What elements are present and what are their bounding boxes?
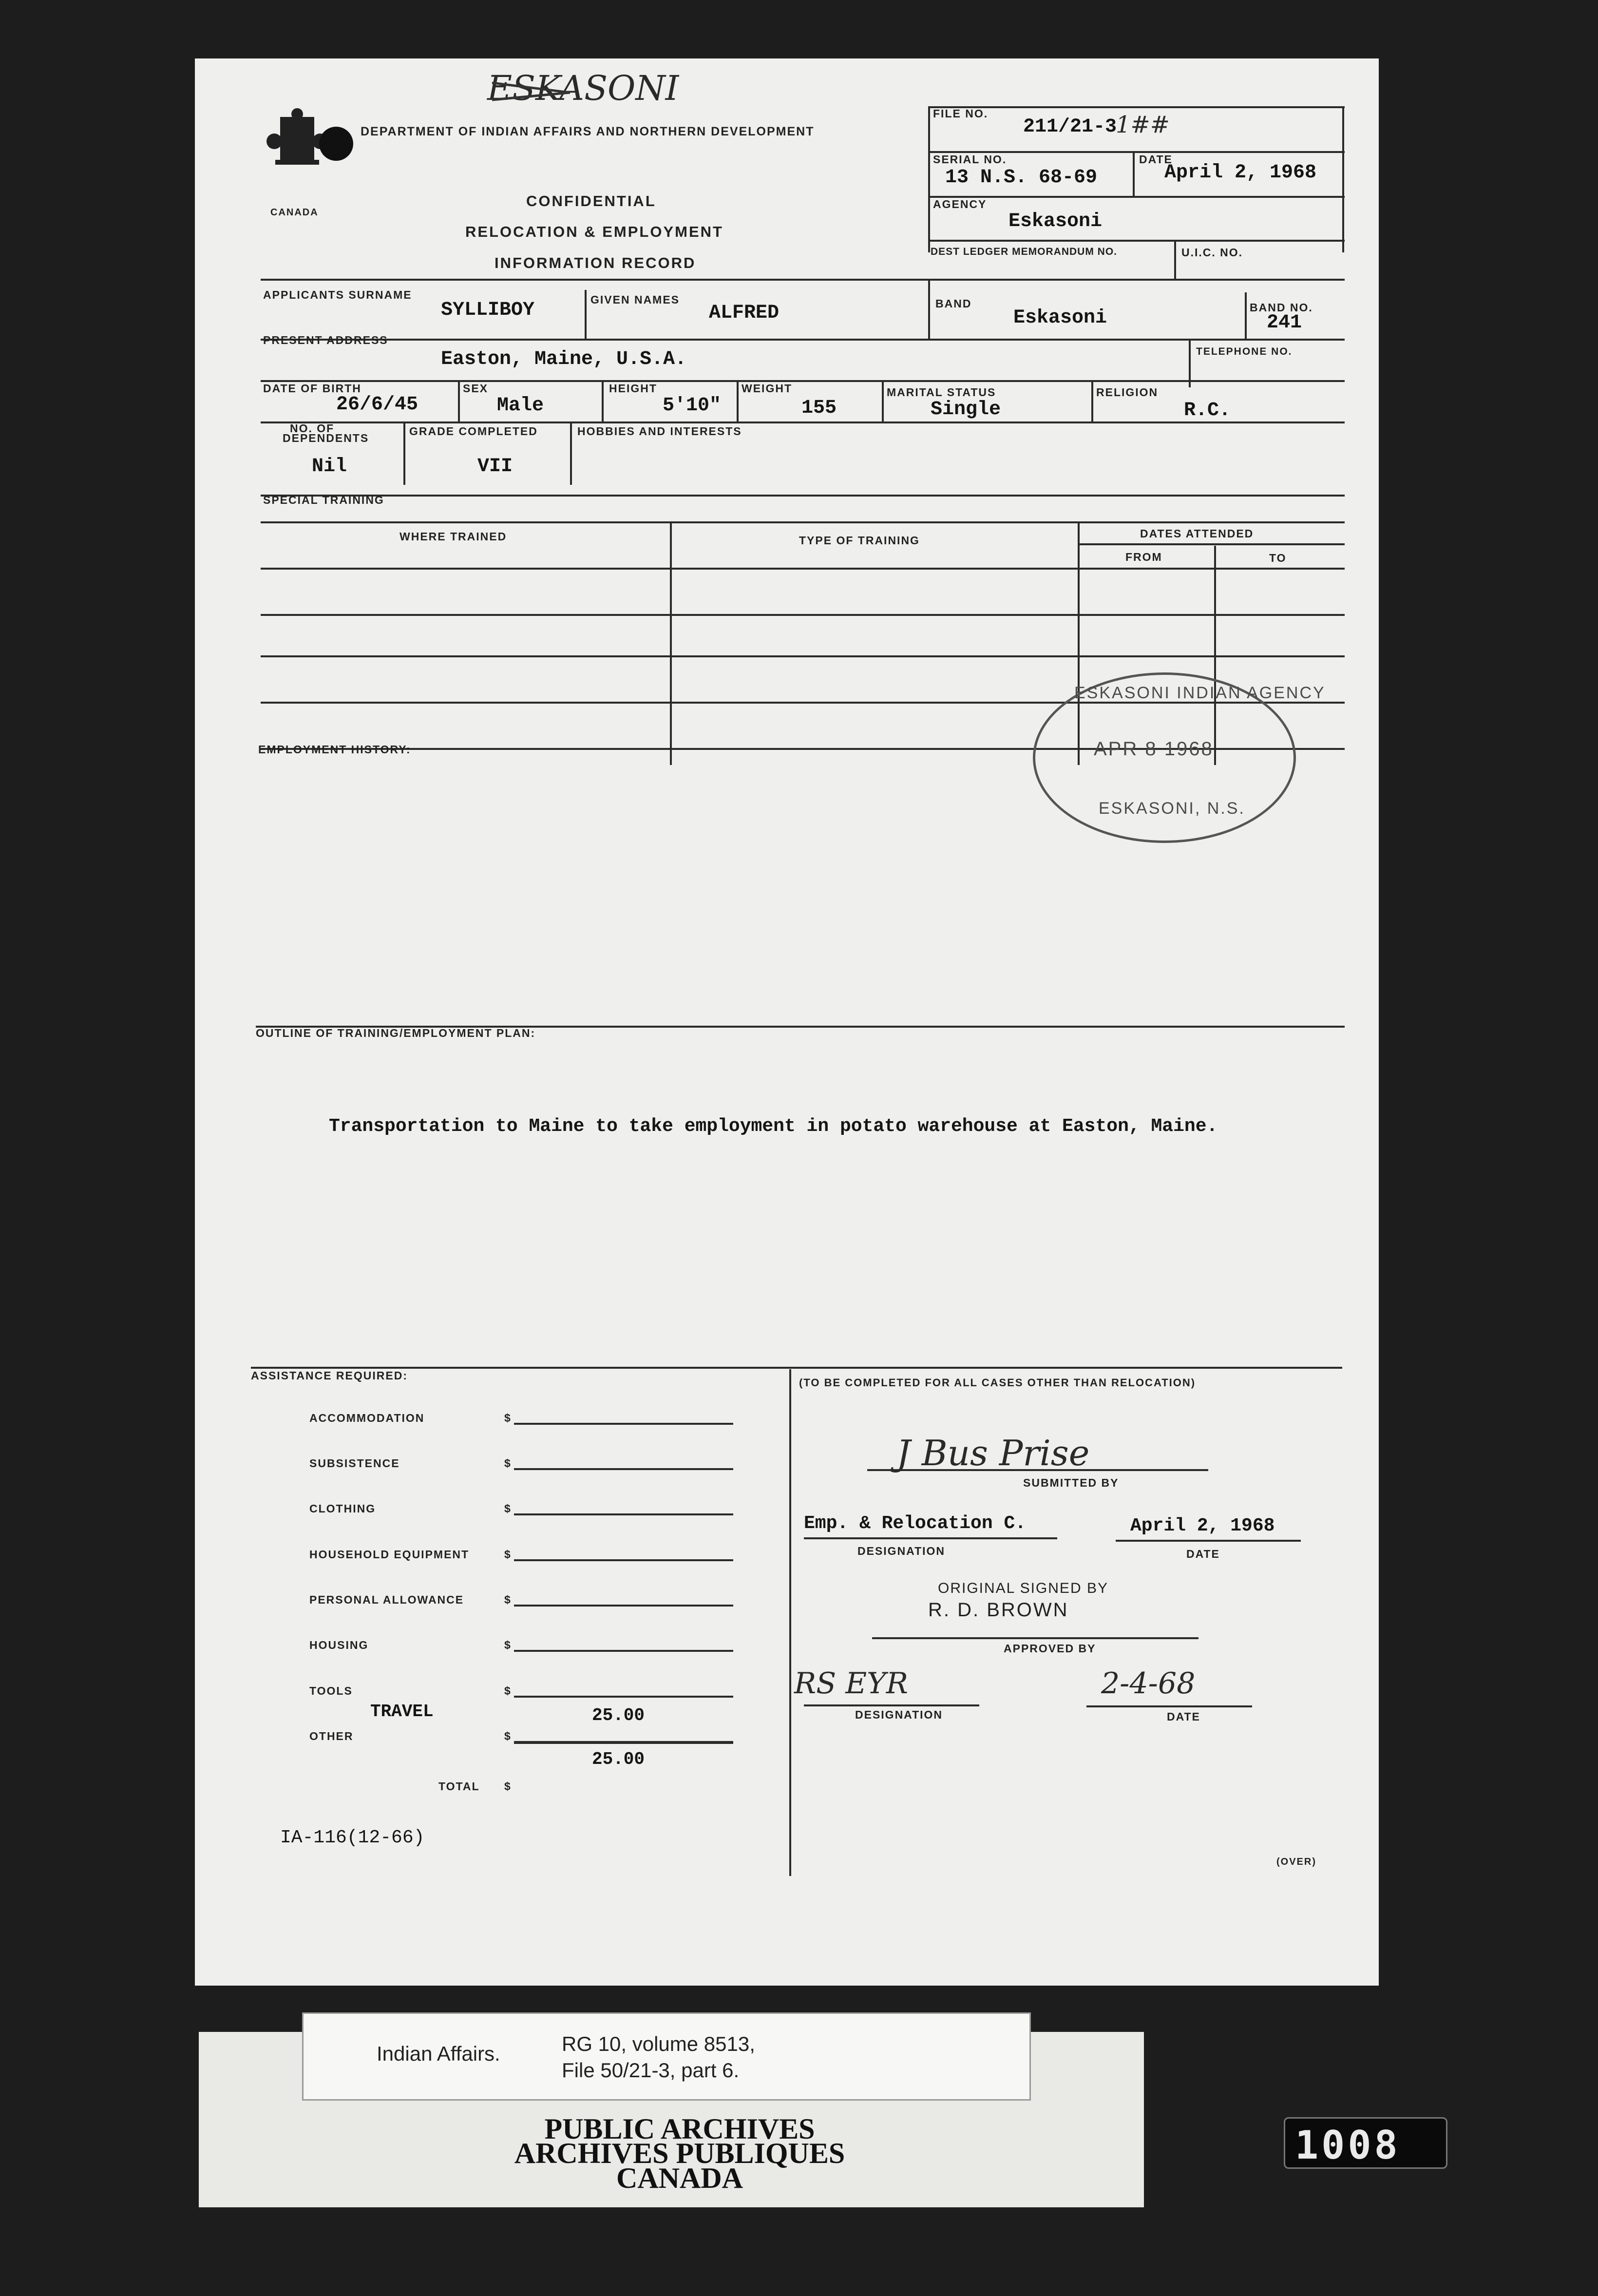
- confidential-heading: CONFIDENTIAL: [526, 192, 656, 210]
- dependents-value: Nil: [312, 456, 347, 478]
- dependents-label-2: DEPENDENTS: [283, 432, 369, 444]
- serial-no-label: SERIAL NO.: [933, 153, 1007, 166]
- grade-completed-value: VII: [477, 456, 513, 478]
- telephone-label: TELEPHONE NO.: [1196, 346, 1293, 357]
- dest-ledger-label: DEST LEDGER MEMORANDUM NO.: [931, 246, 1117, 257]
- surname-label: APPLICANTS SURNAME: [263, 288, 412, 301]
- employment-history-label: EMPLOYMENT HISTORY:: [258, 743, 411, 756]
- type-of-training-header: TYPE OF TRAINING: [799, 534, 920, 547]
- dollar-sign: $: [504, 1502, 512, 1515]
- household-equipment-label: HOUSEHOLD EQUIPMENT: [309, 1548, 470, 1561]
- address-value: Easton, Maine, U.S.A.: [441, 348, 687, 370]
- marital-status-label: MARITAL STATUS: [887, 386, 996, 399]
- approved-by-label: APPROVED BY: [1004, 1642, 1096, 1655]
- surname-value: SYLLIBOY: [441, 299, 535, 321]
- tools-label: TOOLS: [309, 1684, 353, 1697]
- approver-designation-handwritten: RS EYR: [794, 1666, 908, 1701]
- accommodation-label: ACCOMMODATION: [309, 1412, 425, 1424]
- archive-volume: RG 10, volume 8513,: [562, 2032, 755, 2055]
- other-item-value: TRAVEL: [370, 1702, 434, 1722]
- dollar-sign: $: [504, 1548, 512, 1561]
- where-trained-header: WHERE TRAINED: [400, 530, 507, 543]
- agency-label: AGENCY: [933, 198, 987, 210]
- given-names-label: GIVEN NAMES: [590, 293, 680, 306]
- stamp-top-text: ESKASONI INDIAN AGENCY: [1074, 684, 1326, 702]
- designation-value: Emp. & Relocation C.: [804, 1513, 1027, 1534]
- stamp-bottom-text: ESKASONI, N.S.: [1099, 799, 1245, 818]
- date-value: April 2, 1968: [1164, 162, 1317, 184]
- stamp-date: APR 8 1968: [1094, 738, 1214, 760]
- frame-number: 1008: [1295, 2123, 1401, 2168]
- seal-hole: [319, 127, 353, 161]
- personal-allowance-label: PERSONAL ALLOWANCE: [309, 1593, 464, 1606]
- dollar-sign: $: [504, 1639, 512, 1651]
- dollar-sign: $: [504, 1593, 512, 1606]
- subsistence-label: SUBSISTENCE: [309, 1457, 400, 1470]
- weight-value: 155: [801, 397, 837, 419]
- dollar-sign: $: [504, 1412, 512, 1424]
- plan-label: OUTLINE OF TRAINING/EMPLOYMENT PLAN:: [256, 1027, 536, 1039]
- submitted-date-label: DATE: [1186, 1548, 1220, 1560]
- weight-label: WEIGHT: [742, 382, 792, 395]
- other-label: OTHER: [309, 1730, 354, 1742]
- archive-reference-box: [302, 2012, 1031, 2101]
- submitted-signature: J Bus Prise: [896, 1433, 1090, 1473]
- height-value: 5'10": [663, 395, 722, 417]
- public-archives-line: PUBLIC ARCHIVES: [544, 2113, 815, 2145]
- file-no-handwritten: 1##: [1116, 111, 1170, 138]
- form-title-line2: RELOCATION & EMPLOYMENT: [465, 223, 723, 240]
- plan-text: Transportation to Maine to take employment in potato warehouse at Easton, Maine.: [329, 1116, 1218, 1137]
- submitted-date-value: April 2, 1968: [1130, 1515, 1275, 1536]
- dependents-label-1: NO. OF: [290, 422, 335, 435]
- total-amount-value: 25.00: [592, 1749, 645, 1769]
- dates-attended-header: DATES ATTENDED: [1140, 527, 1254, 540]
- file-no-label: FILE NO.: [933, 107, 989, 120]
- dollar-sign: $: [504, 1684, 512, 1697]
- form-title-line3: INFORMATION RECORD: [495, 254, 696, 271]
- hobbies-label: HOBBIES AND INTERESTS: [577, 425, 742, 438]
- religion-label: RELIGION: [1096, 386, 1159, 399]
- assistance-label: ASSISTANCE REQUIRED:: [251, 1369, 408, 1382]
- dollar-sign: $: [504, 1457, 512, 1470]
- band-no-value: 241: [1267, 312, 1302, 334]
- height-label: HEIGHT: [609, 382, 657, 395]
- over-note: (OVER): [1276, 1856, 1316, 1867]
- submission-note: (TO BE COMPLETED FOR ALL CASES OTHER THAN RELOCATION): [799, 1377, 1196, 1389]
- sex-value: Male: [497, 395, 544, 417]
- department-name: DEPARTMENT OF INDIAN AFFAIRS AND NORTHERN DEVELOPMENT: [361, 125, 815, 138]
- designation-label: DESIGNATION: [857, 1545, 946, 1557]
- approved-date-handwritten: 2-4-68: [1101, 1666, 1196, 1701]
- total-label: TOTAL: [438, 1780, 480, 1793]
- special-training-label: SPECIAL TRAINING: [263, 494, 384, 506]
- agency-value: Eskasoni: [1008, 210, 1103, 232]
- address-label: PRESENT ADDRESS: [263, 334, 388, 346]
- handwritten-title: ESKASONI: [487, 68, 679, 108]
- to-header: TO: [1269, 552, 1287, 564]
- original-signed-label: ORIGINAL SIGNED BY: [938, 1580, 1108, 1596]
- archive-file: File 50/21-3, part 6.: [562, 2059, 740, 2082]
- grade-completed-label: GRADE COMPLETED: [409, 425, 538, 438]
- approved-date-label: DATE: [1167, 1710, 1200, 1723]
- submitted-by-label: SUBMITTED BY: [1023, 1476, 1119, 1489]
- form-code: IA-116(12-66): [280, 1827, 425, 1848]
- band-no-label: BAND NO.: [1250, 301, 1313, 314]
- other-amount-value: 25.00: [592, 1705, 645, 1725]
- housing-label: HOUSING: [309, 1639, 369, 1651]
- sex-label: SEX: [463, 382, 489, 395]
- clothing-label: CLOTHING: [309, 1502, 376, 1515]
- religion-value: R.C.: [1184, 400, 1231, 421]
- date-label: DATE: [1139, 153, 1173, 166]
- archives-publiques-line: ARCHIVES PUBLIQUES: [514, 2137, 845, 2169]
- dollar-sign: $: [504, 1730, 512, 1742]
- agency-stamp: [1033, 672, 1326, 843]
- from-header: FROM: [1125, 551, 1162, 563]
- designation-label-2: DESIGNATION: [855, 1708, 943, 1721]
- frame-number-box: [1284, 2117, 1447, 2169]
- band-label: BAND: [935, 297, 972, 310]
- canada-archives-line: CANADA: [616, 2162, 743, 2194]
- band-value: Eskasoni: [1013, 307, 1107, 329]
- approver-name: R. D. BROWN: [928, 1599, 1069, 1621]
- archive-fonds: Indian Affairs.: [377, 2042, 500, 2065]
- canada-label: CANADA: [270, 207, 319, 218]
- dob-label: DATE OF BIRTH: [263, 382, 361, 395]
- serial-no-value: 13 N.S. 68-69: [945, 167, 1098, 189]
- document-page: [195, 58, 1379, 1986]
- arrow-icon: [487, 78, 585, 107]
- dob-value: 26/6/45: [336, 394, 419, 416]
- dollar-sign: $: [504, 1780, 512, 1793]
- marital-status-value: Single: [931, 399, 1001, 421]
- file-no-value: 211/21-3: [1023, 116, 1117, 138]
- given-names-value: ALFRED: [709, 302, 780, 324]
- uic-label: U.I.C. NO.: [1181, 246, 1243, 259]
